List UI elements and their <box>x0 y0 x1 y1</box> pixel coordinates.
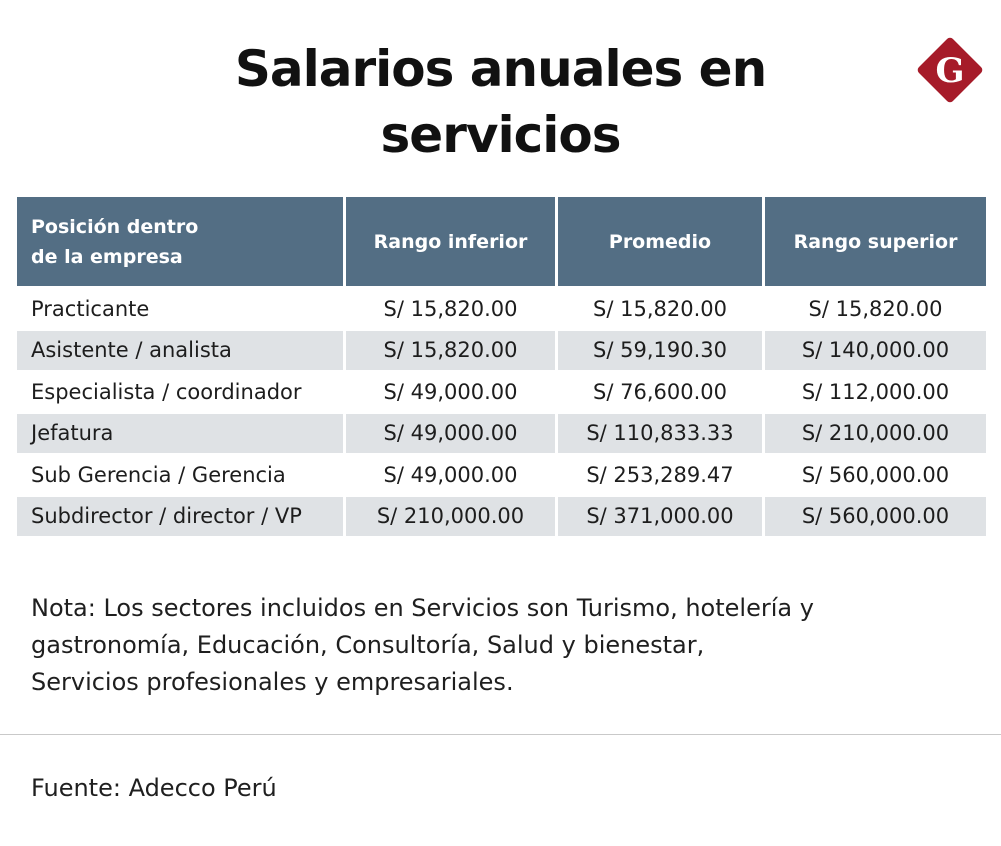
average-cell: S/ 253,289.47 <box>555 455 762 497</box>
column-header-lower-range: Rango inferior <box>343 197 555 289</box>
table-row <box>17 331 986 373</box>
upper-range-cell: S/ 140,000.00 <box>762 331 986 373</box>
title-line: servicios <box>380 106 621 164</box>
position-cell: Subdirector / director / VP <box>17 497 343 539</box>
table-row <box>17 414 986 456</box>
average-cell: S/ 15,820.00 <box>555 289 762 331</box>
table-header-row <box>17 197 986 289</box>
upper-range-cell: S/ 210,000.00 <box>762 414 986 456</box>
position-cell: Asistente / analista <box>17 331 343 373</box>
average-cell: S/ 110,833.33 <box>555 414 762 456</box>
lower-range-cell: S/ 210,000.00 <box>343 497 555 539</box>
position-cell: Practicante <box>17 289 343 331</box>
page-title <box>0 36 1001 168</box>
footnote <box>31 590 981 701</box>
column-header-upper-range: Rango superior <box>762 197 986 289</box>
title-line: Salarios anuales en <box>234 40 767 98</box>
lower-range-cell: S/ 15,820.00 <box>343 289 555 331</box>
header-line: Posición dentro <box>31 215 199 238</box>
footnote-line: Nota: Los sectores incluidos en Servicios son Turismo, hotelería y <box>31 594 814 622</box>
footnote-line: gastronomía, Educación, Consultoría, Salud y bienestar, <box>31 631 705 659</box>
position-cell: Especialista / coordinador <box>17 372 343 414</box>
logo-letter: G <box>935 51 965 91</box>
salary-table <box>17 197 986 538</box>
table-row <box>17 497 986 539</box>
source-credit: Fuente: Adecco Perú <box>31 774 277 802</box>
average-cell: S/ 76,600.00 <box>555 372 762 414</box>
average-cell: S/ 59,190.30 <box>555 331 762 373</box>
column-header-position <box>17 197 343 289</box>
table-row <box>17 289 986 331</box>
upper-range-cell: S/ 15,820.00 <box>762 289 986 331</box>
column-header-average: Promedio <box>555 197 762 289</box>
upper-range-cell: S/ 112,000.00 <box>762 372 986 414</box>
upper-range-cell: S/ 560,000.00 <box>762 497 986 539</box>
upper-range-cell: S/ 560,000.00 <box>762 455 986 497</box>
average-cell: S/ 371,000.00 <box>555 497 762 539</box>
footnote-line: Servicios profesionales y empresariales. <box>31 668 514 696</box>
lower-range-cell: S/ 49,000.00 <box>343 455 555 497</box>
table-row <box>17 455 986 497</box>
position-cell: Sub Gerencia / Gerencia <box>17 455 343 497</box>
divider <box>0 734 1001 735</box>
position-cell: Jefatura <box>17 414 343 456</box>
table-row <box>17 372 986 414</box>
gestion-logo-icon <box>913 33 987 107</box>
lower-range-cell: S/ 15,820.00 <box>343 331 555 373</box>
lower-range-cell: S/ 49,000.00 <box>343 414 555 456</box>
header-line: de la empresa <box>31 245 183 268</box>
lower-range-cell: S/ 49,000.00 <box>343 372 555 414</box>
